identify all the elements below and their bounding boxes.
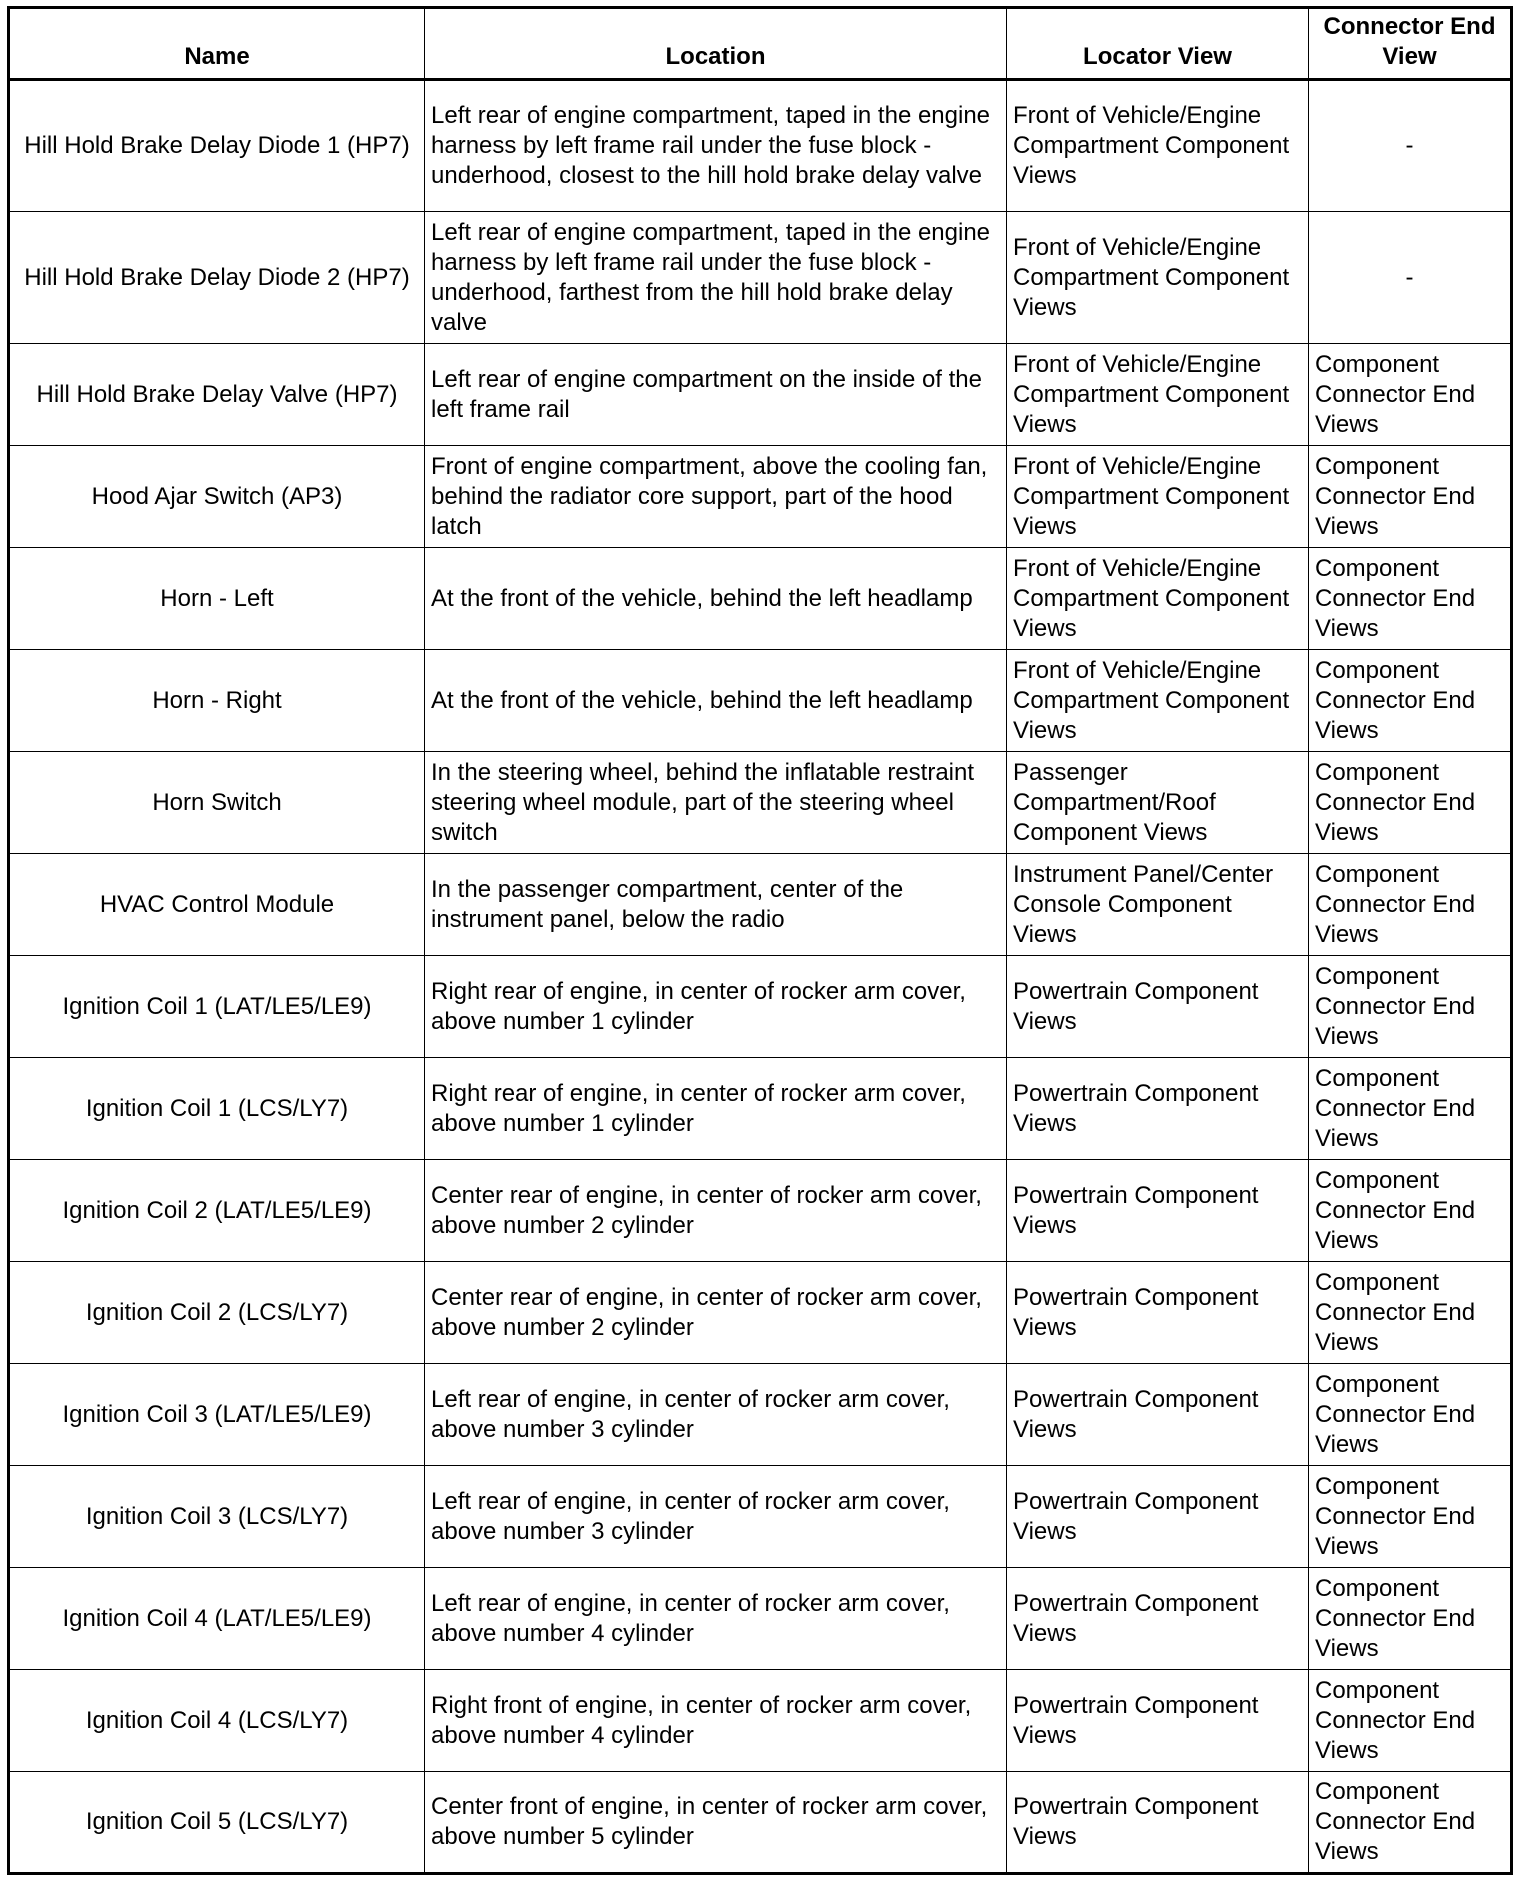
cell-name: Ignition Coil 1 (LCS/LY7) bbox=[9, 1058, 425, 1160]
header-locator-view: Locator View bbox=[1007, 8, 1309, 80]
cell-name: Ignition Coil 3 (LCS/LY7) bbox=[9, 1466, 425, 1568]
cell-location: Right front of engine, in center of rocker arm cover, above number 4 cylinder bbox=[425, 1670, 1007, 1772]
component-locator-table bbox=[7, 6, 1513, 1875]
table-row bbox=[9, 446, 1512, 548]
cell-connector-end-view: Component Connector End Views bbox=[1309, 548, 1512, 650]
table-row bbox=[9, 1160, 1512, 1262]
cell-location: Center front of engine, in center of rocker arm cover, above number 5 cylinder bbox=[425, 1772, 1007, 1874]
cell-connector-end-view: - bbox=[1309, 80, 1512, 212]
cell-locator-view: Front of Vehicle/Engine Compartment Component Views bbox=[1007, 80, 1309, 212]
cell-connector-end-view: Component Connector End Views bbox=[1309, 1160, 1512, 1262]
table-row bbox=[9, 212, 1512, 344]
cell-locator-view: Powertrain Component Views bbox=[1007, 1670, 1309, 1772]
cell-location: At the front of the vehicle, behind the left headlamp bbox=[425, 650, 1007, 752]
header-location: Location bbox=[425, 8, 1007, 80]
cell-locator-view: Instrument Panel/Center Console Component Views bbox=[1007, 854, 1309, 956]
table-row bbox=[9, 1262, 1512, 1364]
cell-location: Left rear of engine, in center of rocker arm cover, above number 3 cylinder bbox=[425, 1466, 1007, 1568]
cell-name: Horn Switch bbox=[9, 752, 425, 854]
cell-name: Ignition Coil 1 (LAT/LE5/LE9) bbox=[9, 956, 425, 1058]
table-row bbox=[9, 344, 1512, 446]
cell-connector-end-view: Component Connector End Views bbox=[1309, 1568, 1512, 1670]
cell-name: Ignition Coil 3 (LAT/LE5/LE9) bbox=[9, 1364, 425, 1466]
cell-location: In the passenger compartment, center of the instrument panel, below the radio bbox=[425, 854, 1007, 956]
cell-location: Center rear of engine, in center of rocker arm cover, above number 2 cylinder bbox=[425, 1262, 1007, 1364]
header-connector-end-view: Connector End View bbox=[1309, 8, 1512, 80]
cell-locator-view: Powertrain Component Views bbox=[1007, 1364, 1309, 1466]
cell-locator-view: Powertrain Component Views bbox=[1007, 956, 1309, 1058]
table-row bbox=[9, 1058, 1512, 1160]
cell-location: Left rear of engine compartment, taped in the engine harness by left frame rail under the fuse block - underhood, farthest from the hill hold brake delay valve bbox=[425, 212, 1007, 344]
table-row bbox=[9, 1568, 1512, 1670]
cell-name: Ignition Coil 4 (LAT/LE5/LE9) bbox=[9, 1568, 425, 1670]
cell-name: Hill Hold Brake Delay Diode 2 (HP7) bbox=[9, 212, 425, 344]
cell-name: Ignition Coil 2 (LAT/LE5/LE9) bbox=[9, 1160, 425, 1262]
cell-connector-end-view: Component Connector End Views bbox=[1309, 650, 1512, 752]
cell-locator-view: Powertrain Component Views bbox=[1007, 1262, 1309, 1364]
cell-location: Front of engine compartment, above the cooling fan, behind the radiator core support, part of the hood latch bbox=[425, 446, 1007, 548]
cell-connector-end-view: Component Connector End Views bbox=[1309, 1772, 1512, 1874]
cell-locator-view: Powertrain Component Views bbox=[1007, 1568, 1309, 1670]
cell-locator-view: Front of Vehicle/Engine Compartment Component Views bbox=[1007, 344, 1309, 446]
cell-location: Left rear of engine, in center of rocker arm cover, above number 3 cylinder bbox=[425, 1364, 1007, 1466]
cell-location: Center rear of engine, in center of rocker arm cover, above number 2 cylinder bbox=[425, 1160, 1007, 1262]
cell-connector-end-view: Component Connector End Views bbox=[1309, 1466, 1512, 1568]
cell-name: Ignition Coil 2 (LCS/LY7) bbox=[9, 1262, 425, 1364]
cell-location: At the front of the vehicle, behind the left headlamp bbox=[425, 548, 1007, 650]
cell-locator-view: Front of Vehicle/Engine Compartment Component Views bbox=[1007, 212, 1309, 344]
table-row bbox=[9, 650, 1512, 752]
cell-connector-end-view: Component Connector End Views bbox=[1309, 752, 1512, 854]
cell-connector-end-view: Component Connector End Views bbox=[1309, 854, 1512, 956]
cell-location: Left rear of engine compartment on the inside of the left frame rail bbox=[425, 344, 1007, 446]
cell-connector-end-view: Component Connector End Views bbox=[1309, 956, 1512, 1058]
cell-location: Left rear of engine, in center of rocker arm cover, above number 4 cylinder bbox=[425, 1568, 1007, 1670]
cell-location: Left rear of engine compartment, taped in the engine harness by left frame rail under the fuse block - underhood, closest to the hill hold brake delay valve bbox=[425, 80, 1007, 212]
cell-name: Hill Hold Brake Delay Diode 1 (HP7) bbox=[9, 80, 425, 212]
cell-name: HVAC Control Module bbox=[9, 854, 425, 956]
cell-name: Ignition Coil 4 (LCS/LY7) bbox=[9, 1670, 425, 1772]
cell-location: In the steering wheel, behind the inflatable restraint steering wheel module, part of the steering wheel switch bbox=[425, 752, 1007, 854]
cell-locator-view: Front of Vehicle/Engine Compartment Component Views bbox=[1007, 446, 1309, 548]
table-row bbox=[9, 956, 1512, 1058]
cell-connector-end-view: Component Connector End Views bbox=[1309, 344, 1512, 446]
table-row bbox=[9, 1772, 1512, 1874]
cell-name: Hood Ajar Switch (AP3) bbox=[9, 446, 425, 548]
cell-connector-end-view: Component Connector End Views bbox=[1309, 1262, 1512, 1364]
cell-locator-view: Front of Vehicle/Engine Compartment Component Views bbox=[1007, 650, 1309, 752]
cell-connector-end-view: Component Connector End Views bbox=[1309, 1670, 1512, 1772]
cell-locator-view: Powertrain Component Views bbox=[1007, 1772, 1309, 1874]
cell-location: Right rear of engine, in center of rocker arm cover, above number 1 cylinder bbox=[425, 1058, 1007, 1160]
header-name: Name bbox=[9, 8, 425, 80]
cell-location: Right rear of engine, in center of rocker arm cover, above number 1 cylinder bbox=[425, 956, 1007, 1058]
cell-locator-view: Powertrain Component Views bbox=[1007, 1058, 1309, 1160]
cell-name: Hill Hold Brake Delay Valve (HP7) bbox=[9, 344, 425, 446]
table-row bbox=[9, 1364, 1512, 1466]
cell-name: Horn - Left bbox=[9, 548, 425, 650]
table-row bbox=[9, 854, 1512, 956]
table-header-row bbox=[9, 8, 1512, 80]
cell-locator-view: Powertrain Component Views bbox=[1007, 1160, 1309, 1262]
table-row bbox=[9, 80, 1512, 212]
cell-connector-end-view: Component Connector End Views bbox=[1309, 446, 1512, 548]
cell-connector-end-view: Component Connector End Views bbox=[1309, 1058, 1512, 1160]
cell-connector-end-view: Component Connector End Views bbox=[1309, 1364, 1512, 1466]
table-row bbox=[9, 752, 1512, 854]
cell-locator-view: Passenger Compartment/Roof Component Views bbox=[1007, 752, 1309, 854]
cell-locator-view: Powertrain Component Views bbox=[1007, 1466, 1309, 1568]
table-row bbox=[9, 548, 1512, 650]
table-row bbox=[9, 1670, 1512, 1772]
cell-name: Ignition Coil 5 (LCS/LY7) bbox=[9, 1772, 425, 1874]
table-row bbox=[9, 1466, 1512, 1568]
cell-connector-end-view: - bbox=[1309, 212, 1512, 344]
cell-name: Horn - Right bbox=[9, 650, 425, 752]
cell-locator-view: Front of Vehicle/Engine Compartment Component Views bbox=[1007, 548, 1309, 650]
